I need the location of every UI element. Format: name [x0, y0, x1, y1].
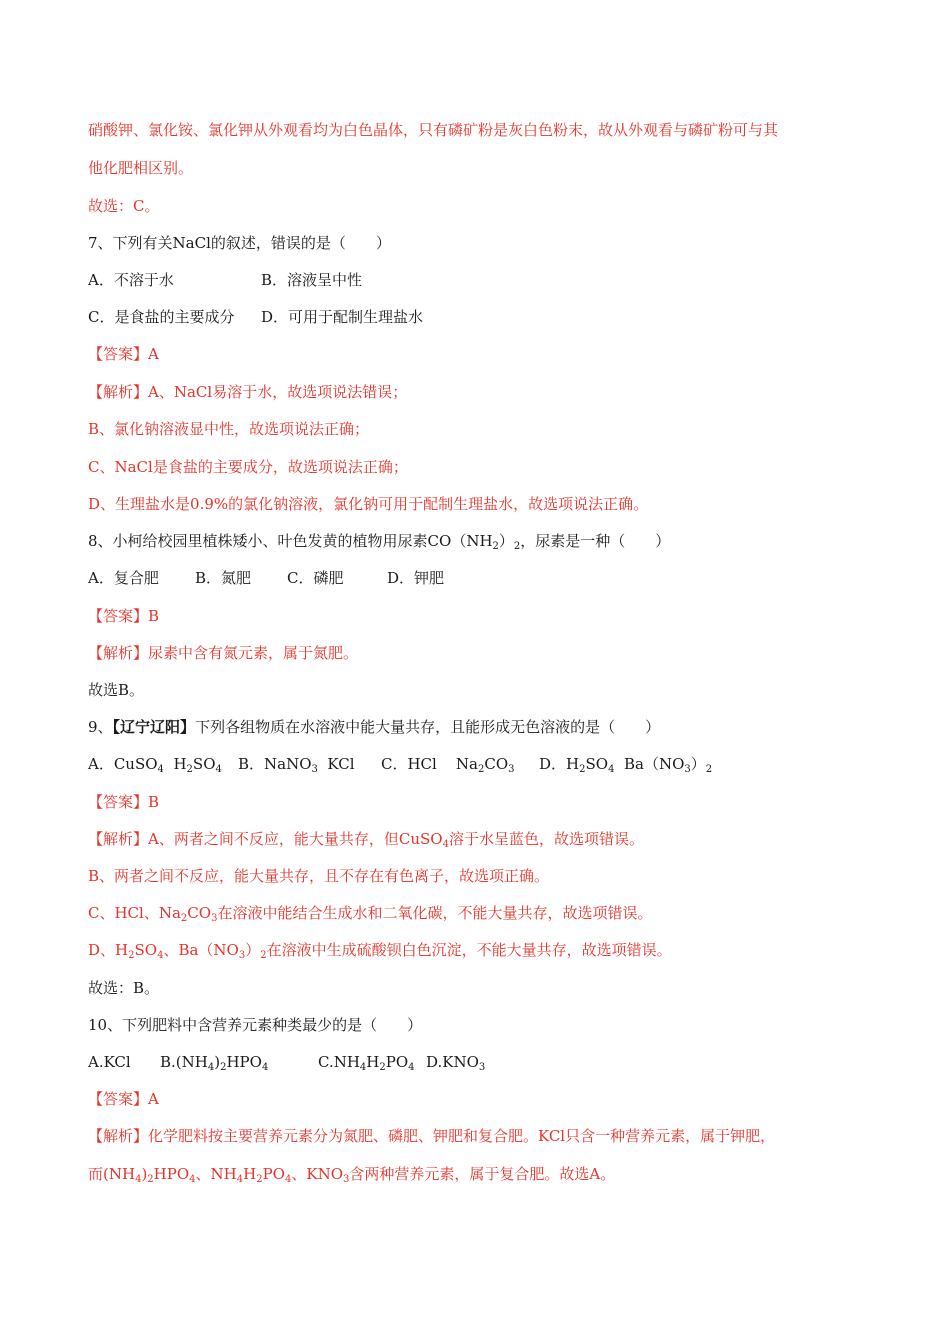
q7-option-d: D．可用于配制生理盐水 [261, 308, 424, 326]
q8-stem-sub1: 2 [492, 541, 499, 552]
answer-value: A [148, 1090, 159, 1108]
q8-stem-sub2: 2 [513, 541, 521, 552]
q6-analysis-line2: 他化肥相区别。 [88, 159, 194, 177]
q8-stem-part1: 8、小柯给校园里植株矮小、叶色发黄的植物用尿素CO（NH [88, 532, 493, 550]
answer-value: A [148, 345, 159, 363]
q9-conclusion: 故选：B。 [88, 979, 160, 997]
q7-answer [88, 344, 159, 364]
q10-stem: 10、下列肥料中含营养元素种类最少的是（ ） [88, 1016, 423, 1034]
analysis-tag: 【解析】 [88, 1127, 149, 1145]
q7-option-b: B．溶液呈中性 [261, 271, 363, 289]
q7-options-ab [88, 270, 362, 290]
q8-option-b: B．氮肥 [195, 569, 252, 587]
answer-tag: 【答案】 [88, 1090, 149, 1108]
answer-tag: 【答案】 [88, 793, 149, 811]
q10-options [88, 1052, 485, 1072]
q10-analysis-2: 而$(NH_4)_2HPO_4$、$NH_4H_2PO_4$、$KNO_3$含两种营养元素，属于复合肥。故选A。 [88, 1165, 616, 1185]
q10-option-a: A.KCl [88, 1053, 131, 1071]
q10-analysis-1 [88, 1126, 775, 1146]
q7-analysis-3: C、NaCl是食盐的主要成分，故选项说法正确； [88, 458, 408, 476]
q9-options [88, 754, 712, 774]
q8-stem-part3: ，尿素是一种（ ） [520, 532, 671, 550]
q10-answer [88, 1089, 159, 1109]
q9-analysis-a [88, 829, 644, 849]
analysis-tag: 【解析】 [88, 644, 149, 662]
q9-analysis-c: C、HCl、$Na_2CO_3$在溶液中能结合生成水和二氧化碳，不能大量共存，故选项错误。 [88, 904, 653, 924]
answer-tag: 【答案】 [88, 345, 149, 363]
q8-answer [88, 606, 159, 626]
analysis-text: 尿素中含有氮元素，属于氮肥。 [148, 644, 359, 662]
q8-stem [88, 531, 670, 551]
q9-option-c: C．HCl $Na_2CO_3$ [381, 755, 515, 775]
q8-options [88, 568, 444, 588]
answer-value: B [148, 607, 160, 625]
q8-conclusion: 故选B。 [88, 681, 145, 699]
analysis-tag: 【解析】 [88, 830, 149, 848]
q9-analysis-d: D、$H_2SO_4$、$Ba(NO_3)_2$在溶液中生成硫酸钡白色沉淀，不能大量共存，故选项错误。 [88, 941, 672, 961]
q8-analysis-1 [88, 643, 358, 663]
q8-option-a: A．复合肥 [88, 569, 159, 587]
q7-analysis-4: D、生理盐水是0.9%的氯化钠溶液，氯化钠可用于配制生理盐水，故选项说法正确。 [88, 495, 649, 513]
q10-option-c: $C.NH_4H_2PO_4$ [318, 1053, 415, 1073]
q9-region-tag: 【辽宁辽阳】 [112, 718, 196, 736]
q7-option-c: C．是食盐的主要成分 [88, 308, 235, 326]
analysis-text: A、NaCl易溶于水，故选项说法错误； [148, 383, 408, 401]
q6-conclusion: 故选：C。 [88, 197, 160, 215]
q10-option-b: $B.(NH_4)_2HPO_4$ [160, 1053, 269, 1073]
analysis-text: A、两者之间不反应，能大量共存，但CuSO$_4$溶于水呈蓝色，故选项错误。 [148, 830, 644, 850]
q9-stem [88, 717, 660, 737]
q7-stem: 7、下列有关NaCl的叙述，错误的是（ ） [88, 234, 391, 252]
analysis-tag: 【解析】 [88, 383, 149, 401]
q6-analysis-line1: 硝酸钾、氯化铵、氯化钾从外观看均为白色晶体，只有磷矿粉是灰白色粉末，故从外观看与磷矿粉可与其 [88, 121, 779, 139]
q9-analysis-b: B、两者之间不反应，能大量共存，且不存在有色离子，故选项正确。 [88, 867, 550, 885]
q7-analysis-2: B、氯化钠溶液显中性，故选项说法正确； [88, 420, 370, 438]
q7-analysis-1 [88, 382, 407, 402]
q9-answer [88, 792, 159, 812]
q7-option-a: A．不溶于水 [88, 271, 174, 289]
q7-options-cd [88, 307, 423, 327]
analysis-text: 化学肥料按主要营养元素分为氮肥、磷肥、钾肥和复合肥。KCl只含一种营养元素，属于钾肥， [148, 1127, 776, 1145]
q9-option-b: B．NaNO$_3$ KCl [238, 755, 355, 775]
q9-option-a: A．CuSO$_4$ $H_2SO_4$ [88, 755, 222, 775]
q8-option-d: D．钾肥 [387, 569, 445, 587]
q9-option-d: D．$H_2SO_4$ $Ba(NO_3)_2$ [539, 755, 713, 775]
q8-option-c: C．磷肥 [287, 569, 344, 587]
q9-number: 9、 [88, 718, 113, 736]
answer-tag: 【答案】 [88, 607, 149, 625]
q8-stem-part2: ） [498, 532, 514, 550]
q9-stem-text: 下列各组物质在水溶液中能大量共存，且能形成无色溶液的是（ ） [195, 718, 661, 736]
q10-option-d: $D.KNO_3$ [426, 1053, 486, 1073]
answer-value: B [148, 793, 160, 811]
